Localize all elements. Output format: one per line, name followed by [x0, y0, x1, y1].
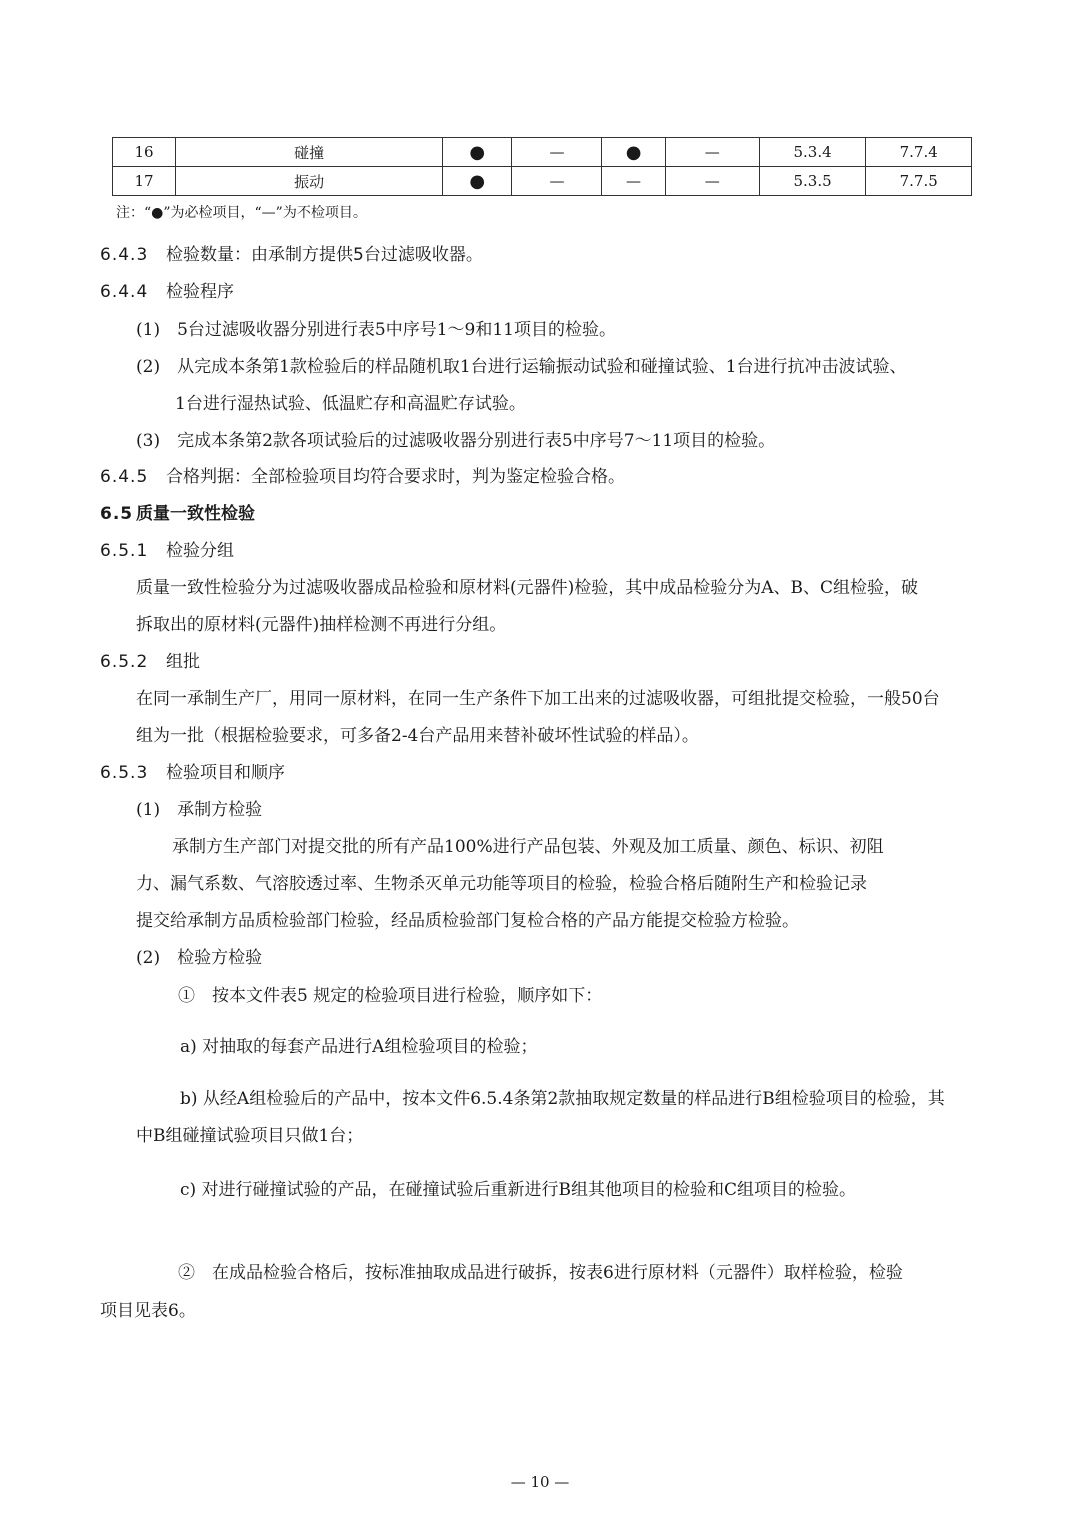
paragraph: 提交给承制方品质检验部门检验，经品质检验部门复检合格的产品方能提交检验方检验。	[136, 911, 799, 931]
subsection-heading: (1) 承制方检验	[136, 800, 263, 820]
cell-mark: ●	[443, 138, 512, 167]
table-row	[113, 167, 972, 196]
cell-mark: —	[665, 167, 759, 196]
inspection-table	[112, 137, 972, 196]
paragraph: 组为一批（根据检验要求，可多备2-4台产品用来替补破坏性试验的样品）。	[136, 726, 699, 746]
section-6-5-2	[100, 650, 200, 674]
paragraph: 拆取出的原材料(元器件)抽样检测不再进行分组。	[136, 615, 507, 635]
paragraph: 在同一承制生产厂，用同一原材料，在同一生产条件下加工出来的过滤吸收器，可组批提交检验，一般50台	[136, 689, 940, 709]
section-title: 组批	[166, 652, 200, 672]
list-item: 中B组碰撞试验项目只做1台；	[136, 1126, 364, 1146]
cell-no: 17	[113, 167, 176, 196]
section-number: 6.4.4	[100, 282, 149, 302]
paragraph: 项目见表6。	[100, 1301, 196, 1321]
section-number: 6.4.5	[100, 467, 149, 487]
section-6-4-3	[100, 243, 483, 267]
section-number: 6.5.2	[100, 652, 149, 672]
section-text: 检验数量：由承制方提供5台过滤吸收器。	[166, 245, 483, 265]
list-item: a) 对抽取的每套产品进行A组检验项目的检验；	[180, 1037, 538, 1057]
paragraph: 承制方生产部门对提交批的所有产品100%进行产品包装、外观及加工质量、颜色、标识、初阻	[172, 837, 884, 857]
cell-mark: —	[512, 167, 602, 196]
paragraph: 质量一致性检验分为过滤吸收器成品检验和原材料(元器件)检验，其中成品检验分为A、B、C组检验，破	[136, 578, 919, 598]
subsection-heading: (2) 检验方检验	[136, 948, 263, 968]
list-item: c) 对进行碰撞试验的产品，在碰撞试验后重新进行B组其他项目的检验和C组项目的检验。	[180, 1180, 857, 1200]
table-note: 注：“●”为必检项目，“—”为不检项目。	[116, 205, 367, 221]
cell-mark: —	[512, 138, 602, 167]
cell-item: 振动	[176, 167, 443, 196]
paragraph: (3) 完成本条第2款各项试验后的过滤吸收器分别进行表5中序号7～11项目的检验。	[136, 431, 776, 451]
cell-no: 16	[113, 138, 176, 167]
section-title: 质量一致性检验	[136, 504, 255, 524]
section-title: 检验项目和顺序	[166, 763, 285, 783]
paragraph: 力、漏气系数、气溶胶透过率、生物杀灭单元功能等项目的检验，检验合格后随附生产和检验记录	[136, 874, 867, 894]
cell-requirement: 5.3.4	[759, 138, 866, 167]
section-6-5	[100, 502, 255, 526]
section-text: 合格判据：全部检验项目均符合要求时，判为鉴定检验合格。	[166, 467, 625, 487]
page-number: — 10 —	[510, 1473, 570, 1491]
paragraph: ② 在成品检验合格后，按标准抽取成品进行破拆，按表6进行原材料（元器件）取样检验，检验	[178, 1263, 903, 1283]
section-title: 检验程序	[166, 282, 234, 302]
table-row	[113, 138, 972, 167]
section-title: 检验分组	[166, 541, 234, 561]
cell-mark: —	[602, 167, 665, 196]
cell-method: 7.7.5	[866, 167, 972, 196]
section-number: 6.5	[100, 504, 134, 524]
cell-mark: ●	[443, 167, 512, 196]
section-6-4-5	[100, 465, 625, 489]
paragraph: 1台进行湿热试验、低温贮存和高温贮存试验。	[175, 394, 526, 414]
section-number: 6.4.3	[100, 245, 149, 265]
paragraph: ① 按本文件表5 规定的检验项目进行检验，顺序如下：	[178, 986, 603, 1006]
cell-method: 7.7.4	[866, 138, 972, 167]
section-6-5-3	[100, 761, 285, 785]
section-number: 6.5.1	[100, 541, 149, 561]
paragraph: (1) 5台过滤吸收器分别进行表5中序号1～9和11项目的检验。	[136, 320, 616, 340]
section-6-5-1	[100, 539, 234, 563]
cell-mark: ●	[602, 138, 665, 167]
cell-item: 碰撞	[176, 138, 443, 167]
section-number: 6.5.3	[100, 763, 149, 783]
list-item: b) 从经A组检验后的产品中，按本文件6.5.4条第2款抽取规定数量的样品进行B组检验项目的检验，其	[180, 1089, 945, 1109]
section-6-4-4	[100, 280, 234, 304]
cell-mark: —	[665, 138, 759, 167]
paragraph: (2) 从完成本条第1款检验后的样品随机取1台进行运输振动试验和碰撞试验、1台进行抗冲击波试验、	[136, 357, 907, 377]
cell-requirement: 5.3.5	[759, 167, 866, 196]
